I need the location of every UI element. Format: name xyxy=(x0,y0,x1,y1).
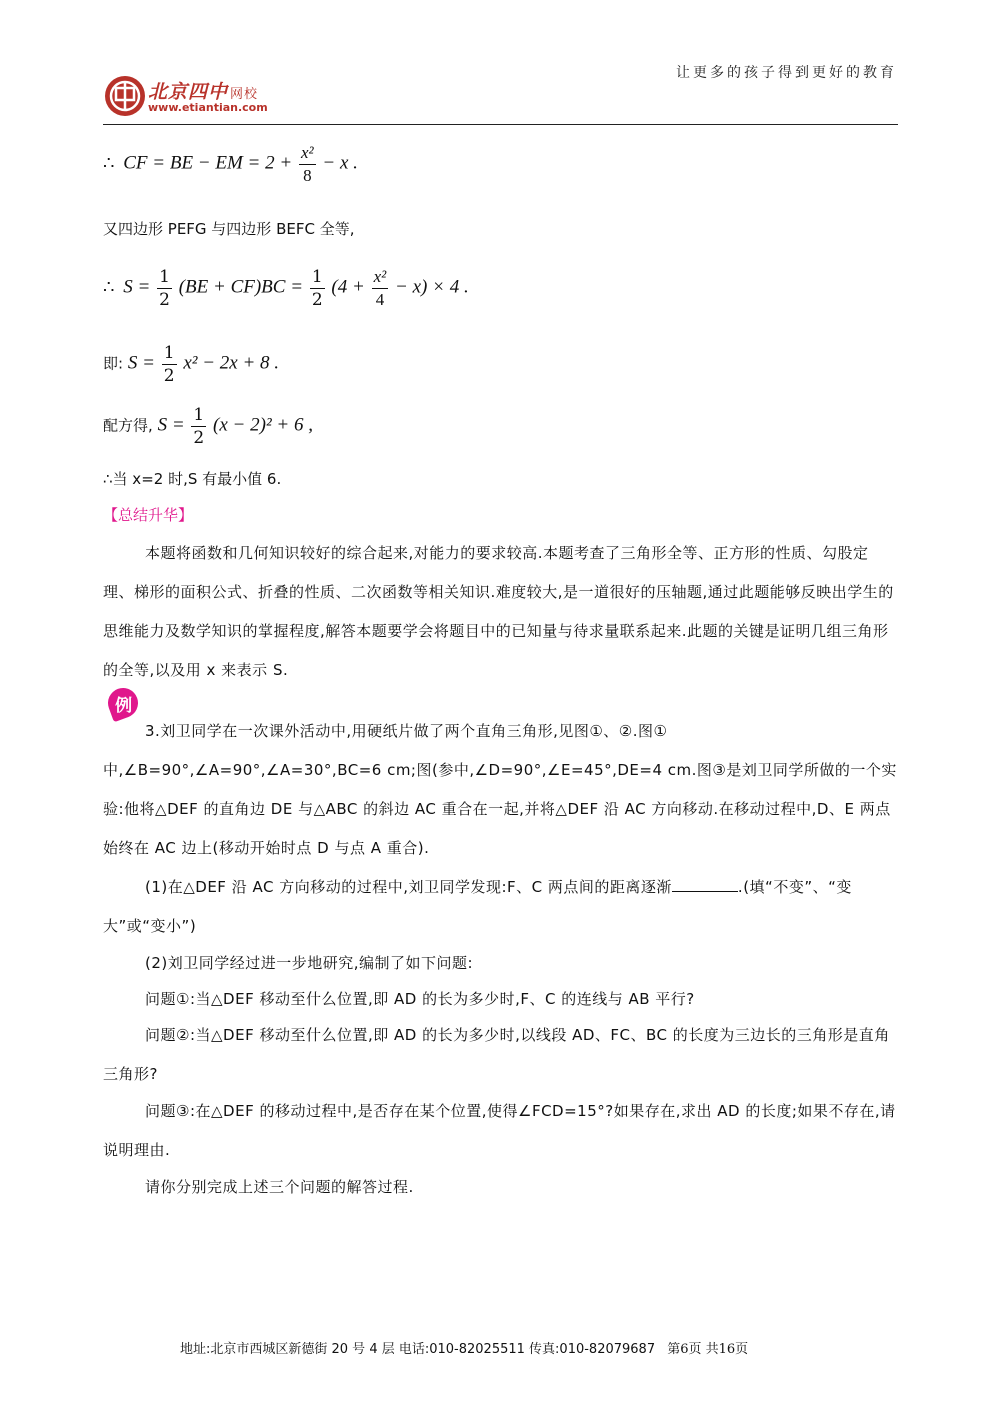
example-problem-2: 问题②:当△DEF 移动至什么位置,即 AD 的长为多少时,以线段 AD、FC、BC 的长度为三边长的三角形是直角三角形? xyxy=(103,1026,890,1083)
example-problem-3: 问题③:在△DEF 的移动过程中,是否存在某个位置,使得∠FCD=15°?如果存在,求出 AD 的长度;如果不存在,请说明理由. xyxy=(103,1102,896,1159)
example-badge-icon: 例 xyxy=(104,684,142,722)
example-question-1: (1)在△DEF 沿 AC 方向移动的过程中,刘卫同学发现:F、C 两点间的距离逐渐 .(填“不变”、“变大”或“变小”) xyxy=(103,878,852,935)
logo-name: 北京四中 网校 xyxy=(148,81,259,103)
example-intro: 3.刘卫同学在一次课外活动中,用硬纸片做了两个直角三角形,见图①、②.图①中,∠B=90°,∠A=90°,∠A=30°,BC=6 cm;图(参中,∠D=90°,∠E=45°,DE=4 cm.图③是刘卫同学所做的一个实验:他将△DEF 的直角边 DE 与△ABC 的斜边 AC 重合在一起,并将△DEF 沿 AC 方向移动.在移动过程中,D、E 两点始终在 AC 边上(移动开始时点 D 与点 A 重合). xyxy=(103,722,897,857)
header-divider xyxy=(103,124,898,125)
solution-line-vertex-form: 配方得, S = $\frac{1}{2}$ (x − 2)² + 6 , xyxy=(103,405,313,448)
page-footer xyxy=(180,1338,748,1357)
summary-label: 【总结升华】 xyxy=(103,506,194,524)
answer-blank xyxy=(672,891,738,892)
logo-emblem-icon xyxy=(103,74,147,118)
example-closing: 请你分别完成上述三个问题的解答过程. xyxy=(145,1178,414,1196)
footer-address: 地址:北京市西城区新德街 20 号 4 层 电话:010-82025511 传真:010-82079687 xyxy=(180,1342,656,1357)
solution-line-congruent: 又四边形 PEFG 与四边形 BEFC 全等, xyxy=(103,220,355,238)
summary-text: 本题将函数和几何知识较好的综合起来,对能力的要求较高.本题考查了三角形全等、正方形的性质、勾股定理、梯形的面积公式、折叠的性质、二次函数等相关知识.难度较大,是一道很好的压轴题,通过此题能够反映出学生的思维能力及数学知识的掌握程度,解答本题要学会将题目中的已知量与待求量联系起来.此题的关键是证明几组三角形的全等,以及用 x 来表示 S. xyxy=(103,544,894,679)
solution-line-simplified: 即: S = $\frac{1}{2}$ x² − 2x + 8 . xyxy=(103,343,280,386)
example-problem-1: 问题①:当△DEF 移动至什么位置,即 AD 的长为多少时,F、C 的连线与 AB 平行? xyxy=(145,990,695,1008)
header-slogan: 让更多的孩子得到更好的教育 xyxy=(676,65,897,81)
solution-line-area: ∴ S = $\frac{1}{2}$ (BE + CF)BC = $\frac{1}{2}$ (4 + $\frac{\text{x²}}{4}$ − x) × 4 . xyxy=(103,267,469,310)
page-number: 第6页 共16页 xyxy=(667,1342,749,1357)
logo-suffix: 网校 xyxy=(230,87,259,102)
solution-line-minimum: ∴当 x=2 时,S 有最小值 6. xyxy=(103,470,282,488)
solution-line-cf: ∴ CF = BE − EM = 2 + $\frac{\text{x²}}{8}$ − x . xyxy=(103,143,358,185)
logo-url: www.etiantian.com xyxy=(148,101,268,114)
example-question-2: (2)刘卫同学经过进一步地研究,编制了如下问题: xyxy=(145,954,474,972)
